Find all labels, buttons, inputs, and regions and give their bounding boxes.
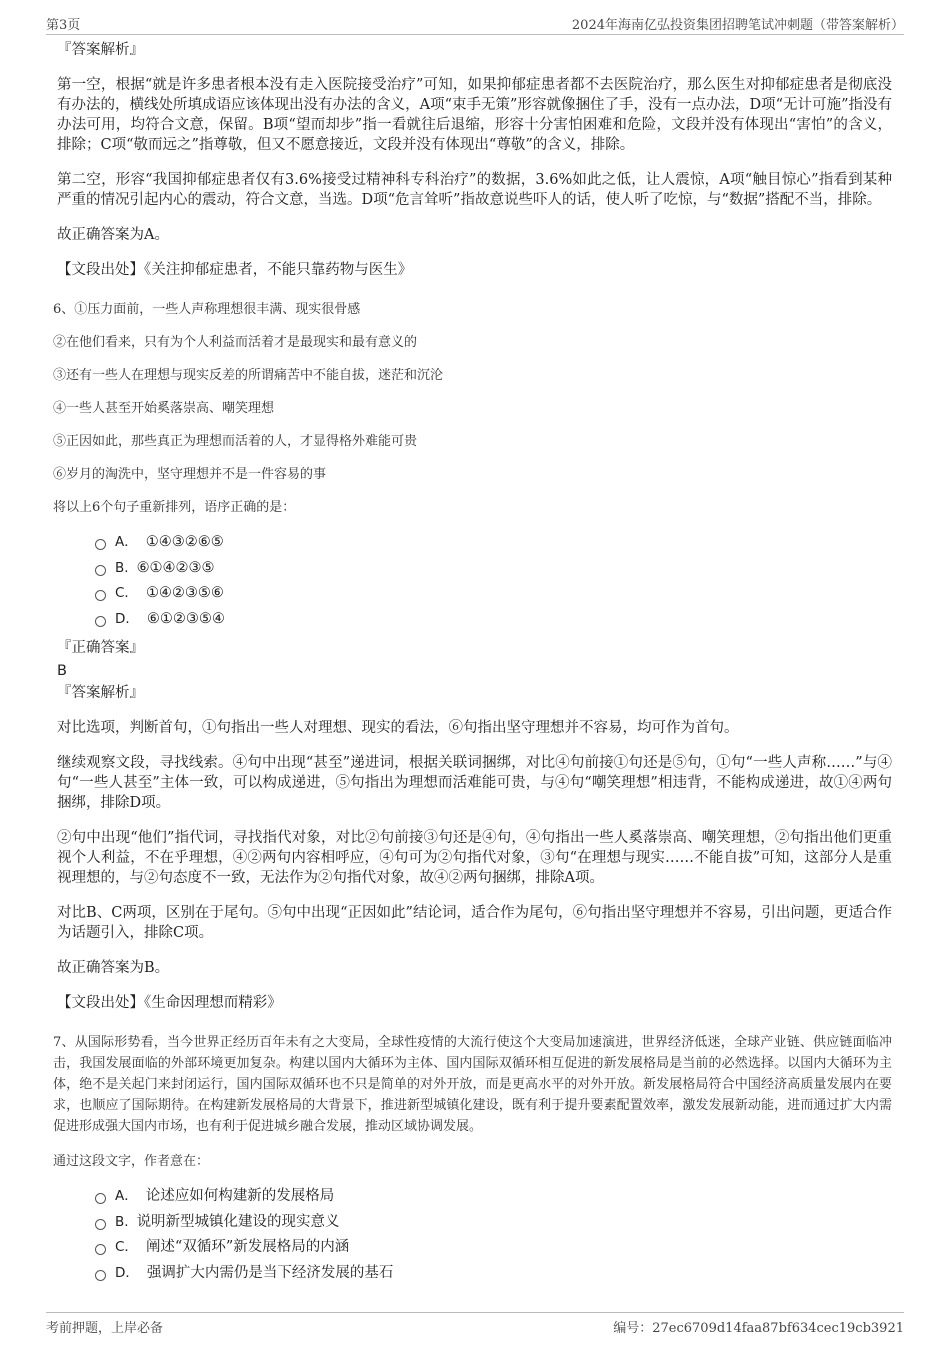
radio-icon[interactable] <box>95 565 106 576</box>
q6-analysis-label: 『答案解析』 <box>57 685 144 701</box>
q6-analysis-paragraph: 继续观察文段，寻找线索。④句中出现“甚至”递进词，根据关联词捆绑，对比④句前接①句还是⑤句，①句“一些人声称……”与④句“一些人甚至”主体一致，可以构成递进，⑤句指出为理想而活难能可贵，与④句“嘲笑理想”相违背，不能构成递进，故①④两句捆绑，排除D项。 <box>57 755 892 811</box>
q6-option-d[interactable]: D． ⑥①②③⑤④ <box>95 607 892 633</box>
q6-option-b[interactable]: B. ⑥①④②③⑤ <box>95 556 892 582</box>
q6-conclusion: 故正确答案为B。 <box>57 960 170 976</box>
q6-sentence: ②在他们看来，只有为个人利益而活着才是最现实和最有意义的 <box>53 335 418 350</box>
q5-source: 【文段出处】《关注抑郁症患者，不能只靠药物与医生》 <box>57 262 413 278</box>
document-title: 2024年海南亿弘投资集团招聘笔试冲刺题（带答案解析） <box>571 18 904 33</box>
q5-analysis-paragraph: 第二空，形容“我国抑郁症患者仅有3.6%接受过精神科专科治疗”的数据，3.6%如此之低，让人震惊，A项“触目惊心”指看到某种严重的情况引起内心的震动，符合文意，当选。D项“危言耸听”指故意说些吓人的话，使人听了吃惊，与“数据”搭配不当，排除。 <box>57 172 892 208</box>
option-text: 论述应如何构建新的发展格局 <box>145 1188 335 1205</box>
q7-options <box>95 1184 892 1286</box>
q7-option-c[interactable]: C． 阐述“双循环”新发展格局的内涵 <box>95 1235 892 1261</box>
option-text: 说明新型城镇化建设的现实意义 <box>136 1213 340 1230</box>
q6-option-a[interactable]: A． ①④③②⑥⑤ <box>95 530 892 556</box>
q6-analysis-paragraph: 对比B、C两项，区别在于尾句。⑤句中出现“正因如此”结论词，适合作为尾句，⑥句指出坚守理想并不容易，引出问题，更适合作为话题引入，排除C项。 <box>57 905 892 941</box>
q6-prompt: 将以上6个句子重新排列，语序正确的是： <box>53 500 296 515</box>
q6-option-c[interactable]: C． ①④②③⑤⑥ <box>95 581 892 607</box>
radio-icon[interactable] <box>95 1193 106 1204</box>
q6-analysis-paragraph: ②句中出现“他们”指代词，寻找指代对象，对比②句前接③句还是④句，④句指出一些人奚落崇高、嘲笑理想，②句指出他们更重视个人利益，不在乎理想，④②两句内容相呼应，④句可为②句指代对象，③句“在理想与现实……不能自拔”可知，这部分人是重视理想的，与②句态度不一致，无法作为②句指代对象，故④②两句捆绑，排除A项。 <box>57 830 892 886</box>
q5-analysis-label: 『答案解析』 <box>57 42 144 58</box>
page-footer <box>46 1312 904 1337</box>
q6-sentence: ④一些人甚至开始奚落崇高、嘲笑理想 <box>53 401 275 416</box>
option-text: ⑥①④②③⑤ <box>136 559 215 576</box>
q6-sentence: ⑥岁月的淘洗中，坚守理想并不是一件容易的事 <box>53 467 327 482</box>
q6-answer: B <box>57 663 67 679</box>
option-text: ⑥①②③⑤④ <box>146 610 225 627</box>
q6-analysis-paragraph: 对比选项，判断首句，①句指出一些人对理想、现实的看法，⑥句指出坚守理想并不容易，均可作为首句。 <box>57 720 739 736</box>
radio-icon[interactable] <box>95 590 106 601</box>
radio-icon[interactable] <box>95 616 106 627</box>
q7-option-d[interactable]: D． 强调扩大内需仍是当下经济发展的基石 <box>95 1261 892 1287</box>
q6-sentence: ③还有一些人在理想与现实反差的所谓痛苦中不能自拔，迷茫和沉沦 <box>53 368 444 383</box>
page-header <box>46 10 904 35</box>
q6-options <box>95 530 892 632</box>
radio-icon[interactable] <box>95 1244 106 1255</box>
q6-answer-label: 『正确答案』 <box>57 640 144 656</box>
page-number: 第3页 <box>46 18 81 33</box>
option-text: 阐述“双循环”新发展格局的内涵 <box>145 1239 350 1256</box>
q6-sentence: ⑤正因如此，那些真正为理想而活着的人，才显得格外难能可贵 <box>53 434 418 449</box>
q5-analysis-paragraph: 第一空，根据“就是许多患者根本没有走入医院接受治疗”可知，如果抑郁症患者都不去医院治疗，那么医生对抑郁症患者是彻底没有办法的，横线处所填成语应该体现出没有办法的含义，A项“束手无策”形容就像捆住了手，没有一点办法，D项“无计可施”指没有办法可用，均符合文意，保留。B项“望而却步”指一看就往后退缩，形容十分害怕困难和危险，文段并没有体现出“害怕”的含义，排除；C项“敬而远之”指尊敬，但又不愿意接近，文段并没有体现出“尊敬”的含义，排除。 <box>57 77 892 153</box>
radio-icon[interactable] <box>95 1270 106 1281</box>
q7-option-b[interactable]: B. 说明新型城镇化建设的现实意义 <box>95 1210 892 1236</box>
q6-source: 【文段出处】《生命因理想而精彩》 <box>57 995 282 1011</box>
q7-passage: 7、从国际形势看，当今世界正经历百年未有之大变局，全球性疫情的大流行使这个大变局加速演进，世界经济低迷，全球产业链、供应链面临冲击，我国发展面临的外部环境更加复杂。构建以国内大循环为主体、国内国际双循环相互促进的新发展格局是当前的必然选择。以国内大循环为主体，绝不是关起门来封闭运行，国内国际双循环也不只是简单的对外开放，而是更高水平的对外开放。新发展格局符合中国经济高质量发展内在要求，也顺应了国际期待。在构建新发展格局的大背景下，推进新型城镇化建设，既有利于提升要素配置效率，激发发展新动能，进而通过扩大内需促进形成强大国内市场，也有利于促进城乡融合发展，推动区域协调发展。 <box>53 1035 892 1134</box>
radio-icon[interactable] <box>95 1219 106 1230</box>
q7-option-a[interactable]: A． 论述应如何构建新的发展格局 <box>95 1184 892 1210</box>
radio-icon[interactable] <box>95 539 106 550</box>
page-content <box>53 40 892 1292</box>
q7-prompt: 通过这段文字，作者意在： <box>53 1154 210 1169</box>
document-id: 编号：27ec6709d14faa87bf634cec19cb3921 <box>613 1321 904 1336</box>
option-text: ①④③②⑥⑤ <box>145 534 224 551</box>
footer-slogan: 考前押题，上岸必备 <box>46 1321 164 1336</box>
option-text: 强调扩大内需仍是当下经济发展的基石 <box>146 1264 394 1281</box>
q5-conclusion: 故正确答案为A。 <box>57 227 169 243</box>
option-text: ①④②③⑤⑥ <box>145 585 224 602</box>
q6-sentence: 6、①压力面前，一些人声称理想很丰满、现实很骨感 <box>53 302 361 317</box>
